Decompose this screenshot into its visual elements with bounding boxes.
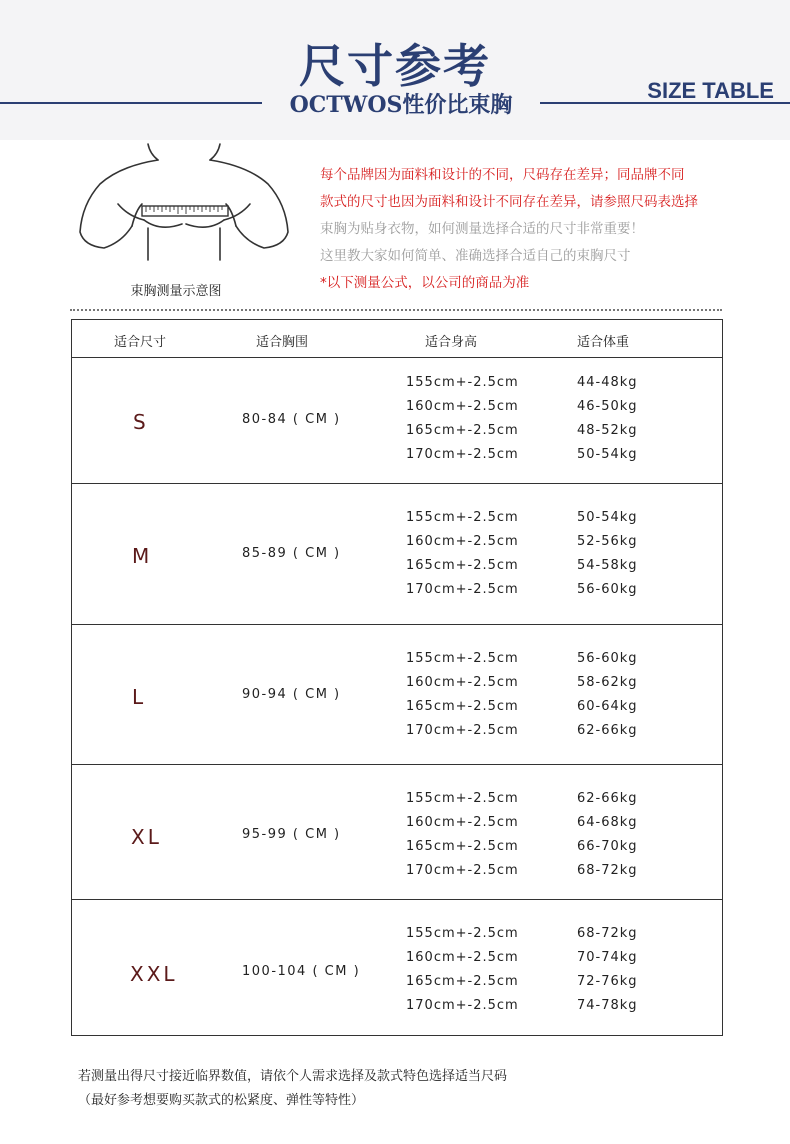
height-value: 155cm+-2.5cm bbox=[406, 510, 519, 525]
table-row bbox=[72, 358, 722, 484]
bust-range: 95-99 ( CM ) bbox=[242, 827, 341, 842]
table-row bbox=[72, 765, 722, 900]
page-header bbox=[0, 0, 790, 140]
weight-value: 50-54kg bbox=[577, 447, 638, 462]
header-size: 适合尺寸 bbox=[114, 335, 167, 350]
height-value: 170cm+-2.5cm bbox=[406, 863, 519, 878]
height-value: 155cm+-2.5cm bbox=[406, 926, 519, 941]
weight-value: 46-50kg bbox=[577, 399, 638, 414]
weight-value: 48-52kg bbox=[577, 423, 638, 438]
height-value: 155cm+-2.5cm bbox=[406, 651, 519, 666]
height-list bbox=[406, 371, 519, 467]
bust-range: 100-104 ( CM ) bbox=[242, 964, 361, 979]
height-value: 170cm+-2.5cm bbox=[406, 723, 519, 738]
height-list bbox=[406, 922, 519, 1018]
height-value: 155cm+-2.5cm bbox=[406, 791, 519, 806]
weight-value: 70-74kg bbox=[577, 950, 638, 965]
weight-value: 56-60kg bbox=[577, 582, 638, 597]
height-value: 170cm+-2.5cm bbox=[406, 998, 519, 1013]
measuring-tape bbox=[142, 206, 228, 216]
bust-range: 80-84 ( CM ) bbox=[242, 412, 341, 427]
weight-value: 64-68kg bbox=[577, 815, 638, 830]
header-divider-left bbox=[0, 102, 262, 104]
bust-range: 85-89 ( CM ) bbox=[242, 546, 341, 561]
height-value: 160cm+-2.5cm bbox=[406, 534, 519, 549]
size-table-label: SIZE TABLE bbox=[647, 78, 774, 103]
weight-value: 66-70kg bbox=[577, 839, 638, 854]
weight-value: 68-72kg bbox=[577, 863, 638, 878]
size-label: S bbox=[133, 410, 149, 434]
height-value: 170cm+-2.5cm bbox=[406, 447, 519, 462]
weight-value: 54-58kg bbox=[577, 558, 638, 573]
page-title: 尺寸参考 bbox=[299, 39, 491, 93]
weight-list bbox=[577, 506, 638, 602]
header-weight: 适合体重 bbox=[577, 335, 630, 350]
weight-list bbox=[577, 647, 638, 743]
height-value: 165cm+-2.5cm bbox=[406, 839, 519, 854]
height-value: 160cm+-2.5cm bbox=[406, 399, 519, 414]
intro-line-4: 这里教大家如何简单、准确选择合适自己的束胸尺寸 bbox=[320, 248, 631, 264]
size-table bbox=[71, 319, 723, 1036]
height-value: 160cm+-2.5cm bbox=[406, 815, 519, 830]
height-value: 160cm+-2.5cm bbox=[406, 950, 519, 965]
weight-value: 52-56kg bbox=[577, 534, 638, 549]
height-value: 165cm+-2.5cm bbox=[406, 699, 519, 714]
header-bust: 适合胸围 bbox=[256, 335, 309, 350]
footer-line-1: 若测量出得尺寸接近临界数值，请依个人需求选择及款式特色选择适当尺码 bbox=[78, 1069, 508, 1084]
weight-list bbox=[577, 787, 638, 883]
weight-value: 58-62kg bbox=[577, 675, 638, 690]
table-row bbox=[72, 484, 722, 625]
weight-value: 68-72kg bbox=[577, 926, 638, 941]
size-label: M bbox=[132, 544, 153, 568]
header-height: 适合身高 bbox=[425, 335, 478, 350]
table-header bbox=[72, 320, 722, 358]
height-value: 165cm+-2.5cm bbox=[406, 558, 519, 573]
intro-line-2: 款式的尺寸也因为面料和设计不同存在差异，请参照尺码表选择 bbox=[320, 194, 698, 210]
intro-line-5: *以下测量公式，以公司的商品为准 bbox=[320, 275, 530, 291]
weight-value: 60-64kg bbox=[577, 699, 638, 714]
weight-value: 72-76kg bbox=[577, 974, 638, 989]
table-row bbox=[72, 625, 722, 765]
intro-line-1: 每个品牌因为面料和设计的不同，尺码存在差异；同品牌不同 bbox=[320, 167, 685, 183]
size-label: XL bbox=[131, 825, 162, 849]
bust-measurement-illustration bbox=[70, 140, 300, 270]
illustration-caption: 束胸测量示意图 bbox=[130, 284, 222, 299]
weight-value: 50-54kg bbox=[577, 510, 638, 525]
footer-notes bbox=[78, 1065, 778, 1113]
height-list bbox=[406, 787, 519, 883]
height-value: 165cm+-2.5cm bbox=[406, 423, 519, 438]
brand-subtitle: OCTWOS性价比束胸 bbox=[289, 92, 513, 118]
weight-list bbox=[577, 371, 638, 467]
intro-line-3: 束胸为贴身衣物，如何测量选择合适的尺寸非常重要！ bbox=[320, 221, 644, 237]
weight-list bbox=[577, 922, 638, 1018]
height-value: 160cm+-2.5cm bbox=[406, 675, 519, 690]
size-label: L bbox=[132, 685, 147, 709]
weight-value: 62-66kg bbox=[577, 723, 638, 738]
height-value: 155cm+-2.5cm bbox=[406, 375, 519, 390]
bust-range: 90-94 ( CM ) bbox=[242, 687, 341, 702]
height-list bbox=[406, 647, 519, 743]
weight-value: 74-78kg bbox=[577, 998, 638, 1013]
intro-notes bbox=[320, 162, 780, 297]
dotted-divider bbox=[70, 309, 722, 311]
weight-value: 56-60kg bbox=[577, 651, 638, 666]
size-label: XXL bbox=[130, 962, 178, 986]
height-value: 170cm+-2.5cm bbox=[406, 582, 519, 597]
height-list bbox=[406, 506, 519, 602]
table-row bbox=[72, 900, 722, 1035]
weight-value: 44-48kg bbox=[577, 375, 638, 390]
weight-value: 62-66kg bbox=[577, 791, 638, 806]
footer-line-2: （最好参考想要购买款式的松紧度、弹性等特性） bbox=[78, 1093, 365, 1108]
height-value: 165cm+-2.5cm bbox=[406, 974, 519, 989]
